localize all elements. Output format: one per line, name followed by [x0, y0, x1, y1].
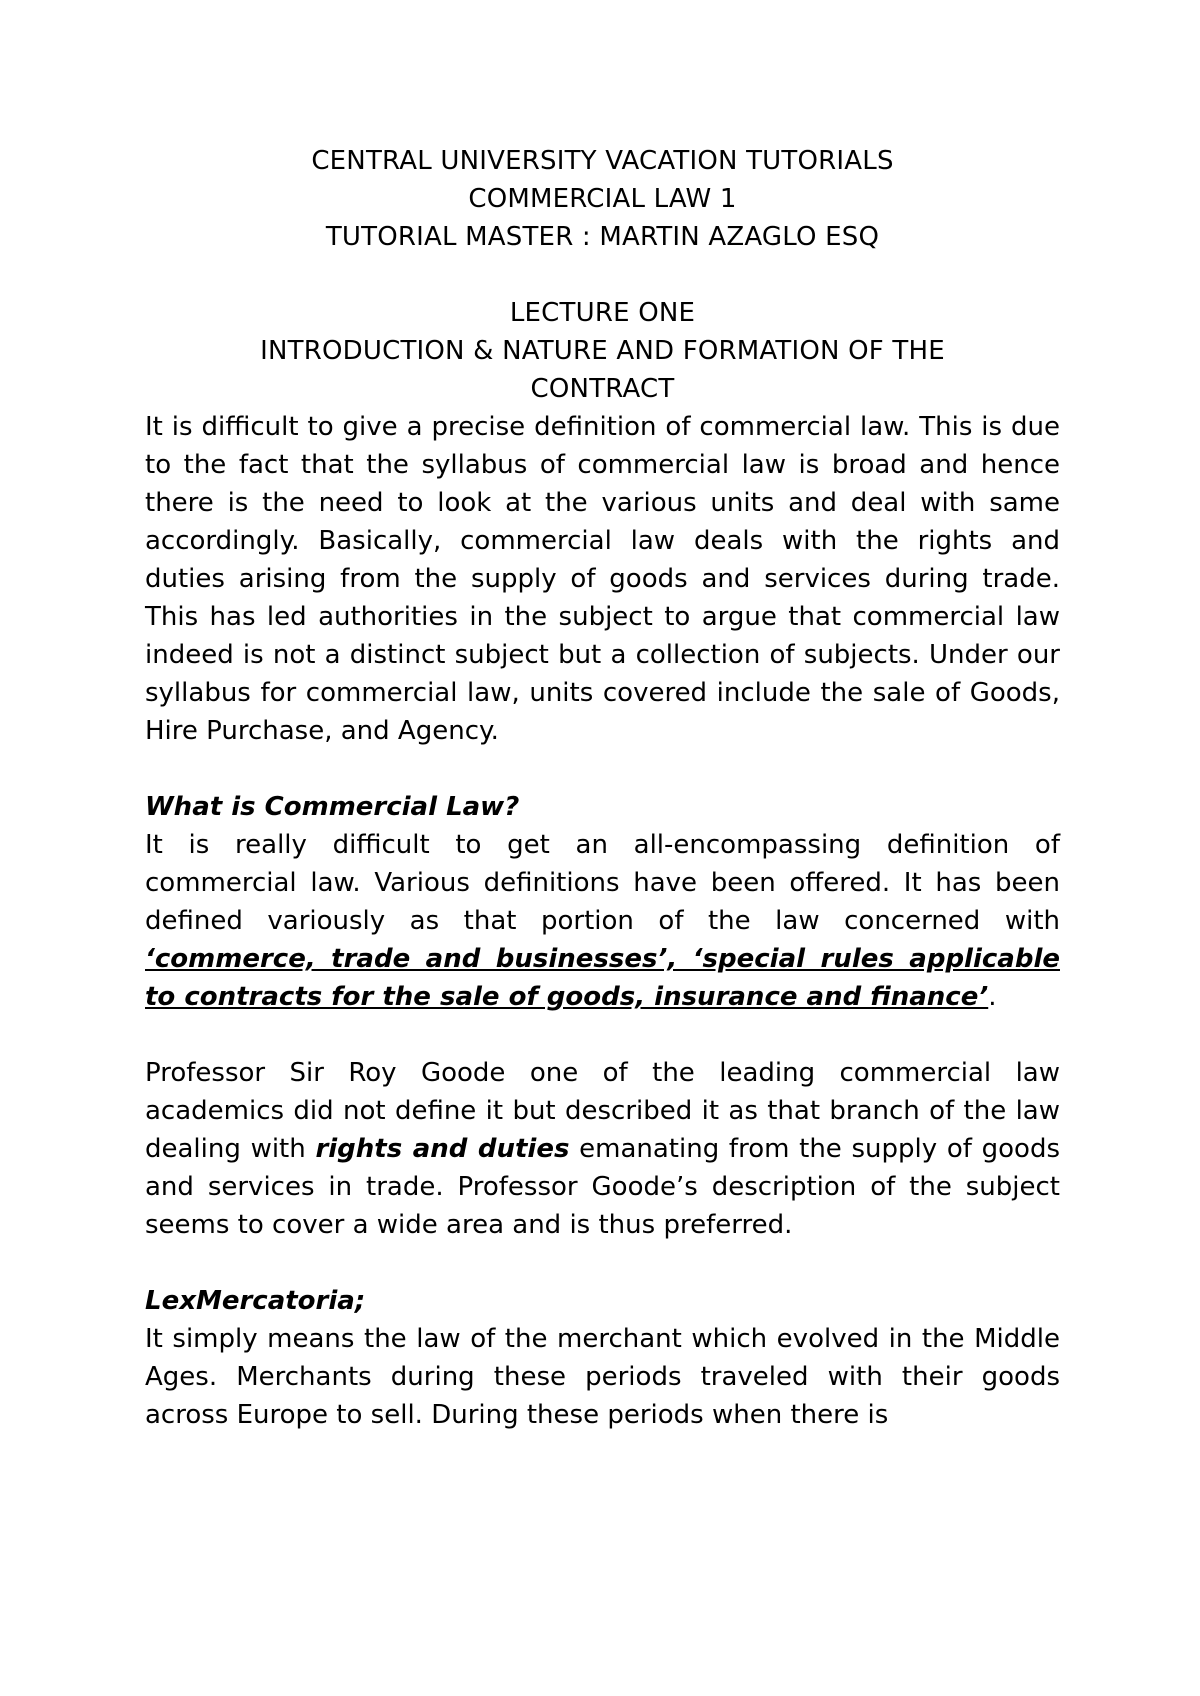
definition-end: . [988, 982, 997, 1012]
lecture-subtitle-line1: INTRODUCTION & NATURE AND FORMATION OF THE [260, 336, 945, 366]
intro-paragraph: It is difficult to give a precise definition of commercial law. This is due to the fact that the syllabus of commercial law is broad and hence there is the need to look at the various units and deal with same accordingly. Basically, commercial law deals with the rights and duties arising from the supply of goods and services during trade. This has led authorities in the subject to argue that commercial law indeed is not a distinct subject but a collection of subjects. Under our syllabus for commercial law, units covered include the sale of Goods, Hire Purchase, and Agency. [145, 412, 1060, 746]
goode-emphasis: rights and duties [315, 1134, 570, 1164]
section-heading-lex-mercatoria: LexMercatoria; [145, 1286, 366, 1316]
course-title: COMMERCIAL LAW 1 [468, 184, 737, 214]
university-title: CENTRAL UNIVERSITY VACATION TUTORIALS [311, 146, 894, 176]
blank-line [145, 256, 1060, 294]
blank-line [145, 750, 1060, 788]
tutorial-master: TUTORIAL MASTER : MARTIN AZAGLO ESQ [325, 222, 880, 252]
lecture-subtitle-line2: CONTRACT [530, 374, 675, 404]
document-page [145, 142, 1060, 1434]
lecture-title: LECTURE ONE [509, 298, 696, 328]
goode-text-end: emanating from the supply of goods and services in trade. Professor Goode’s description of the subject seems to cover a wide area and is thus preferred. [145, 1134, 1060, 1240]
lex-mercatoria-paragraph: It simply means the law of the merchant which evolved in the Middle Ages. Merchants during these periods traveled with their goods across Europe to sell. During these periods when there is [145, 1324, 1060, 1430]
goode-text-start: Professor Sir Roy Goode one of the leading commercial law academics did not define it but described it as that branch of the law dealing with [145, 1058, 1060, 1164]
definition-text: It is really difficult to get an all-encompassing definition of commercial law. Various definitions have been offered. It has been defined variously as that portion of the law concerned with [145, 830, 1060, 936]
blank-line [145, 1244, 1060, 1282]
definition-emphasis: ‘commerce, trade and businesses’, ‘special rules applicable to contracts for the sale of goods, insurance and finance’ [145, 944, 1060, 1012]
section-heading-commercial-law: What is Commercial Law? [145, 792, 520, 822]
goode-paragraph [145, 1054, 1060, 1244]
definition-paragraph [145, 826, 1060, 1016]
blank-line [145, 1016, 1060, 1054]
